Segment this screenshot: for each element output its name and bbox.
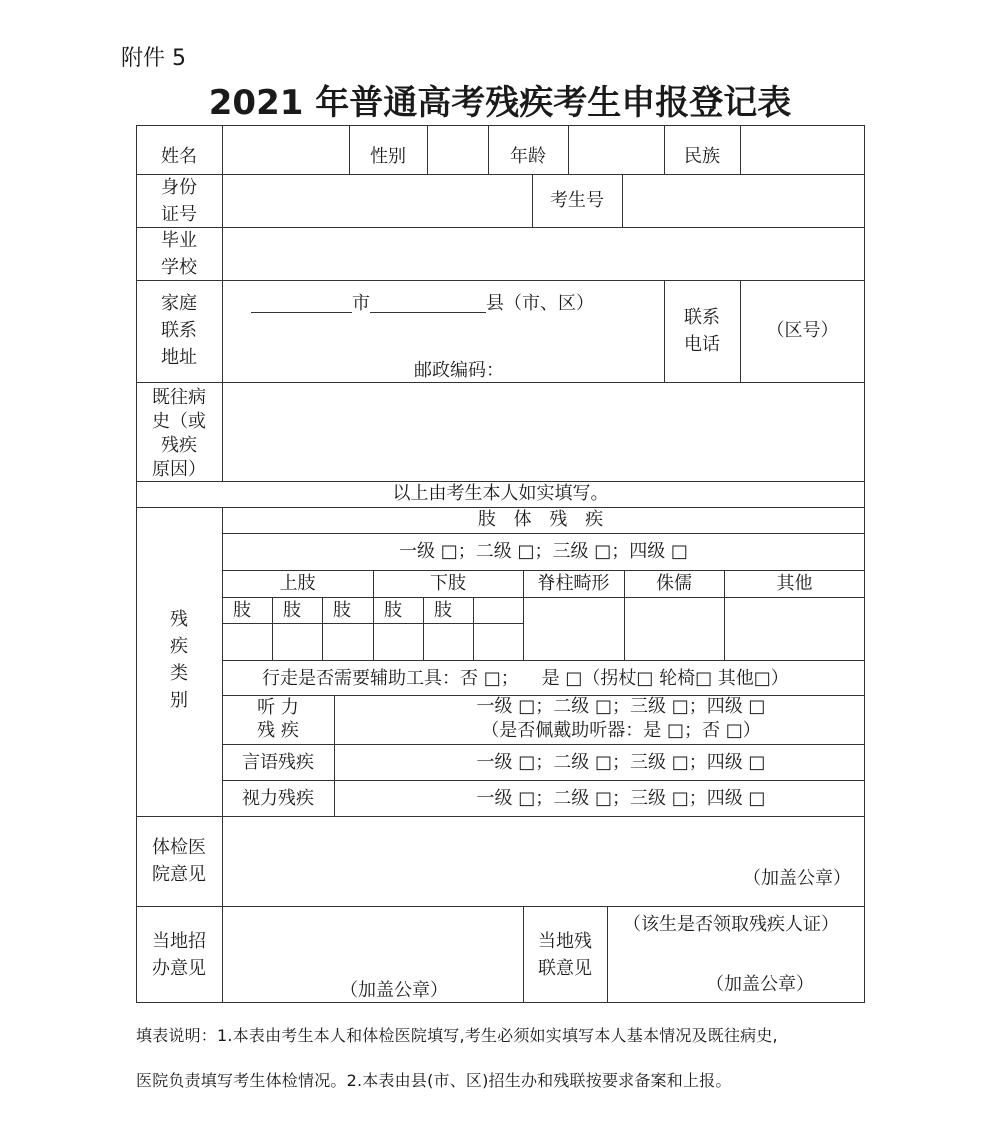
instructions-line-1: 填表说明：1.本表由考生本人和体检医院填写,考生必须如实填写本人基本情况及既往病史, — [136, 1026, 778, 1045]
header-other: 其他 — [776, 573, 813, 594]
form-title: 2021 年普通高考残疾考生申报登记表 — [208, 83, 792, 123]
limb-subcell-4: 肢 — [384, 600, 402, 621]
label-ethnicity: 民族 — [684, 146, 720, 167]
disability-certificate-question: （该生是否领取残疾人证） — [623, 914, 839, 935]
label-id-number: 身份 证号 — [161, 177, 197, 225]
vision-levels[interactable]: 一级 □；二级 □；三级 □；四级 □ — [476, 788, 766, 809]
walking-aid-question[interactable]: 行走是否需要辅助工具：否 □； 是 □（拐杖□ 轮椅□ 其他□） — [262, 668, 789, 689]
address-city-label: 市 — [352, 293, 370, 314]
label-phone: 联系 电话 — [684, 307, 720, 355]
limb-subcell-5: 肢 — [434, 600, 452, 621]
label-local-office-opinion: 当地招 办意见 — [152, 931, 206, 979]
city-blank[interactable] — [251, 296, 352, 313]
age-input-cell[interactable] — [570, 127, 662, 172]
limb-disability-title: 肢 体 残 疾 — [477, 509, 610, 530]
gender-input-cell[interactable] — [429, 127, 486, 172]
local-office-seal-note: （加盖公章） — [340, 980, 448, 1001]
exam-number-input-cell[interactable] — [624, 176, 862, 225]
header-lower-limb: 下肢 — [430, 573, 466, 594]
label-speech-disability: 言语残疾 — [242, 752, 314, 773]
limb-subcell-1: 肢 — [233, 600, 251, 621]
limb-subcell-3: 肢 — [333, 600, 351, 621]
attachment-label: 附件 5 — [121, 46, 186, 71]
self-fill-note: 以上由考生本人如实填写。 — [392, 483, 609, 504]
label-medical-history: 既往病 史（或 残疾 原因） — [152, 387, 206, 480]
hospital-opinion-cell[interactable] — [224, 818, 862, 904]
label-exam-number: 考生号 — [550, 190, 604, 211]
limb-subcell-2: 肢 — [283, 600, 301, 621]
label-address: 家庭 联系 地址 — [161, 293, 197, 368]
postal-code-label: 邮政编码： — [414, 360, 504, 381]
header-upper-limb: 上肢 — [279, 573, 316, 594]
label-disability-category: 残 疾 类 别 — [170, 609, 188, 711]
hearing-levels[interactable]: 一级 □；二级 □；三级 □；四级 □ — [476, 696, 766, 717]
instructions-line-2: 医院负责填写考生体检情况。2.本表由县(市、区)招生办和残联按要求备案和上报。 — [136, 1071, 732, 1090]
name-input-cell[interactable] — [224, 127, 347, 172]
label-school: 毕业 学校 — [161, 230, 197, 278]
address-line[interactable] — [251, 295, 594, 313]
area-code-label: （区号） — [766, 320, 839, 341]
hospital-seal-note: （加盖公章） — [743, 868, 851, 889]
label-age: 年龄 — [510, 146, 546, 167]
label-name: 姓名 — [161, 146, 197, 167]
hearing-aid-question[interactable]: （是否佩戴助听器：是 □；否 □） — [481, 720, 761, 741]
medical-history-input-cell[interactable] — [224, 384, 862, 479]
address-county-label: 县（市、区） — [486, 293, 594, 314]
header-dwarfism: 侏儒 — [656, 573, 692, 594]
disabled-federation-seal-note: （加盖公章） — [706, 974, 814, 995]
limb-disability-levels[interactable]: 一级 □；二级 □；三级 □；四级 □ — [399, 541, 688, 562]
county-blank[interactable] — [370, 296, 486, 313]
id-number-input-cell[interactable] — [224, 176, 530, 225]
label-hearing-disability: 听 力 残 疾 — [257, 697, 299, 741]
header-spine-deformity: 脊柱畸形 — [537, 573, 610, 594]
ethnicity-input-cell[interactable] — [742, 127, 862, 172]
label-hospital-opinion: 体检医 院意见 — [152, 837, 206, 885]
speech-levels[interactable]: 一级 □；二级 □；三级 □；四级 □ — [476, 752, 766, 773]
label-disabled-federation-opinion: 当地残 联意见 — [538, 931, 592, 979]
label-vision-disability: 视力残疾 — [242, 788, 314, 809]
school-input-cell[interactable] — [224, 229, 862, 278]
label-gender: 性别 — [370, 146, 406, 167]
